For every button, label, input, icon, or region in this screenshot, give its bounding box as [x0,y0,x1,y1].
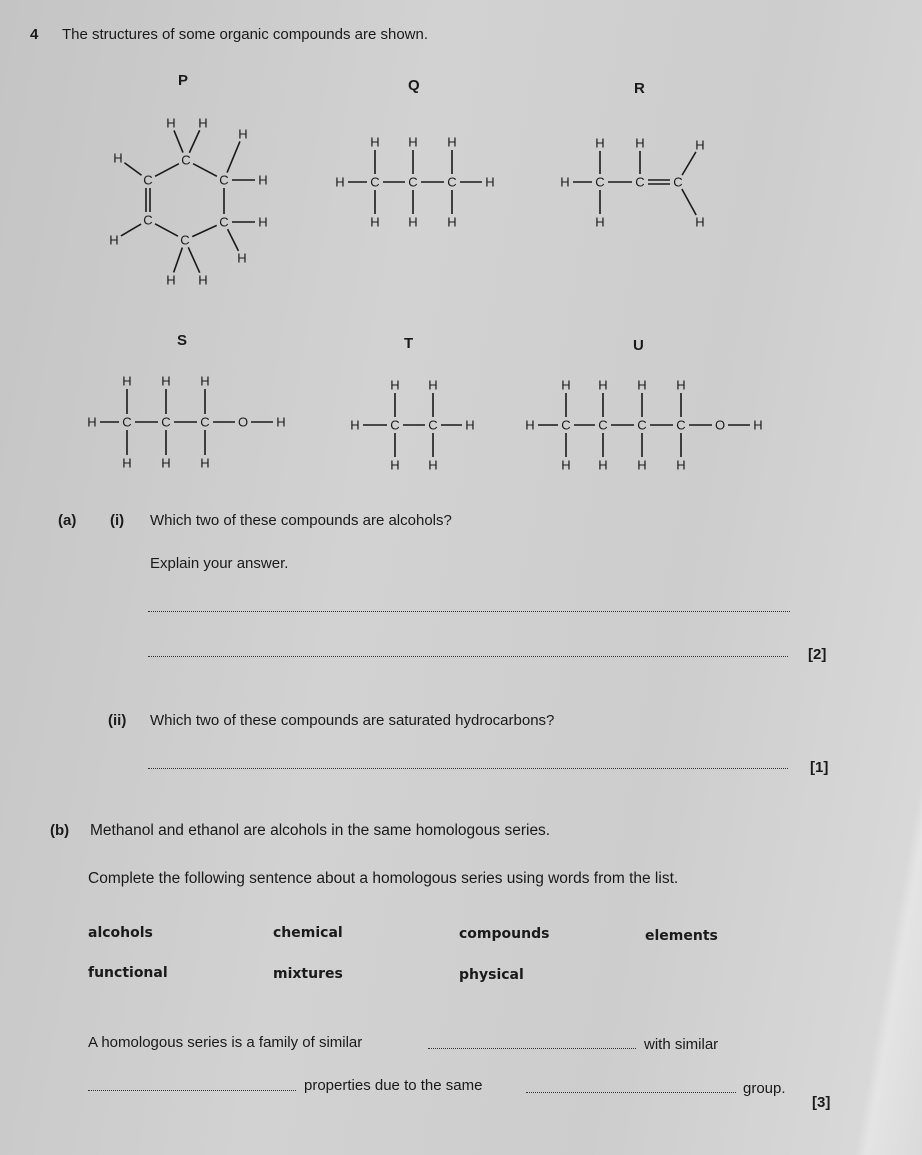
structure-r [560,136,704,230]
word-chemical: chemical [273,925,343,941]
atom: H [753,417,763,433]
atom: C [676,417,686,433]
bond [174,248,183,273]
atom: C [143,172,153,188]
bond [227,141,240,172]
part-a-i-prompt: Explain your answer. [150,555,289,572]
atom: H [465,417,475,433]
atom: H [161,455,171,471]
label-r: R [634,80,645,97]
blank-2[interactable] [88,1090,296,1091]
atom: C [143,212,153,228]
atom: C [390,417,400,433]
marks-b: [3] [812,1094,831,1111]
atom: H [200,455,210,471]
blank-3[interactable] [526,1092,736,1093]
atom: H [676,457,686,473]
bond [174,130,183,152]
atom: H [598,377,608,393]
atom: C [181,152,191,168]
structure-p [109,116,267,288]
atom: H [485,174,495,190]
atom: H [200,373,210,389]
atom: C [200,414,210,430]
atom: C [561,417,571,433]
atom: H [166,115,176,131]
bond [228,229,239,251]
atom: H [198,115,208,131]
bond [188,247,199,272]
atom: H [258,214,268,230]
atom: H [595,214,605,230]
atom: C [122,414,132,430]
marks-a-i: [2] [808,646,827,663]
sentence-part-2: with similar [644,1036,719,1053]
word-alcohols: alcohols [88,925,153,941]
word-mixtures: mixtures [273,966,343,982]
atom: H [428,377,438,393]
word-functional: functional [88,965,168,981]
atom: H [447,214,457,230]
structure-t [350,378,474,473]
atom: C [408,174,418,190]
atom: H [258,172,268,188]
part-a-ii-label: (ii) [108,712,127,729]
atom: C [161,414,171,430]
atom: C [428,417,438,433]
atom: H [635,135,645,151]
word-physical: physical [459,967,524,983]
atom: H [408,134,418,150]
atom: H [370,214,380,230]
atom: H [122,455,132,471]
sentence-part-3: properties due to the same [304,1077,483,1094]
atom: C [637,417,647,433]
atom: C [370,174,380,190]
atom: O [714,417,726,433]
word-elements: elements [645,928,718,944]
atom: C [447,174,457,190]
atom: H [525,417,535,433]
atom: H [109,232,119,248]
bond [192,225,216,236]
atom: H [390,377,400,393]
bond [682,152,696,175]
word-compounds: compounds [459,926,550,942]
atom: C [219,172,229,188]
sentence-part-4: group. [743,1080,786,1097]
answer-line-a-i-2[interactable] [148,656,788,657]
marks-a-ii: [1] [810,759,829,776]
label-u: U [633,337,644,354]
label-s: S [177,332,188,349]
atom: H [408,214,418,230]
atom: H [428,457,438,473]
bond [189,130,199,152]
structure-s [87,374,285,471]
atom: O [237,414,249,430]
atom: C [219,214,229,230]
bond [155,224,178,236]
atom: H [695,214,705,230]
atom: C [180,232,190,248]
part-a-label: (a) [58,512,77,529]
atom: H [166,272,176,288]
atom: H [113,150,123,166]
part-b-instruction: Complete the following sentence about a homologous series using words from the list. [88,870,679,887]
bond [682,189,696,215]
atom: C [595,174,605,190]
atom: H [598,457,608,473]
sentence-part-1: A homologous series is a family of similar [88,1034,363,1051]
atom: H [350,417,360,433]
atom: H [370,134,380,150]
atom: H [237,250,247,266]
atom: H [561,377,571,393]
atom: H [276,414,286,430]
bond [124,163,141,176]
atom: H [122,373,132,389]
answer-line-a-ii[interactable] [148,768,788,769]
structure-u [525,378,762,473]
blank-1[interactable] [428,1048,636,1049]
atom: H [390,457,400,473]
atom: H [695,137,705,153]
atom: H [161,373,171,389]
atom: H [447,134,457,150]
part-b-statement: Methanol and ethanol are alcohols in the same homologous series. [90,822,551,839]
atom: H [560,174,570,190]
atom: H [87,414,97,430]
atom: H [238,126,248,142]
atom: H [637,377,647,393]
atom: C [673,174,683,190]
atom: C [598,417,608,433]
answer-line-a-i-1[interactable] [148,611,790,612]
atom: C [635,174,645,190]
atom: H [561,457,571,473]
bond [193,164,217,177]
label-p: P [178,72,189,89]
part-b-label: (b) [50,822,70,839]
atom: H [595,135,605,151]
part-a-i-label: (i) [110,512,125,529]
part-a-i-question: Which two of these compounds are alcohols? [150,512,452,529]
bond [121,224,141,236]
atom: H [198,272,208,288]
label-t: T [404,335,414,352]
part-a-ii-question: Which two of these compounds are saturated hydrocarbons? [150,712,555,729]
question-intro: The structures of some organic compounds are shown. [62,26,429,43]
structure-q [335,135,494,230]
atom: H [676,377,686,393]
atom: H [335,174,345,190]
atom: H [637,457,647,473]
question-number: 4 [30,26,39,43]
bond [155,164,179,177]
label-q: Q [408,77,420,94]
